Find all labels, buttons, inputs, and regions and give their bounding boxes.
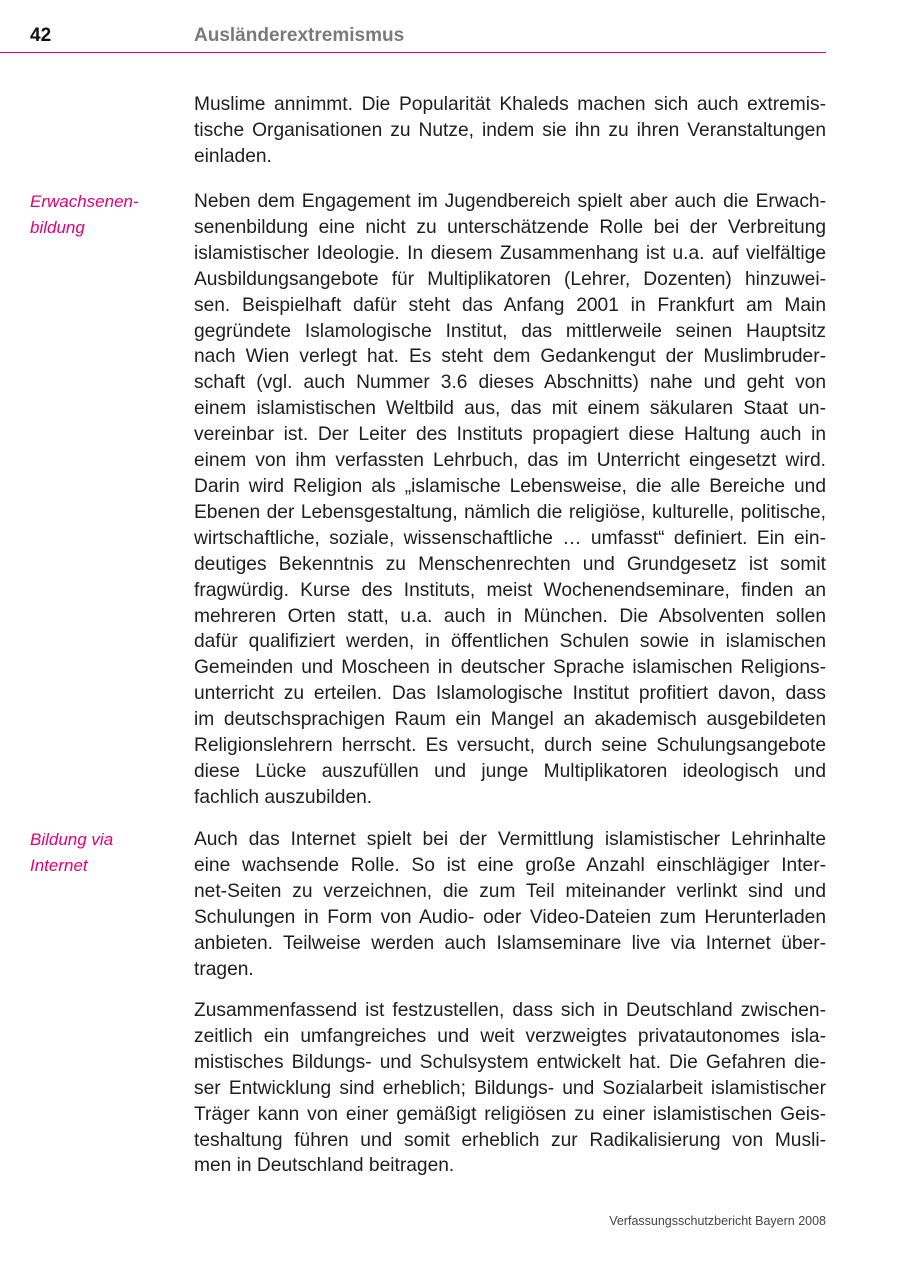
text-line: wirtschaftliche, soziale, wissenschaftliche … umfasst“ definiert. Ein ein- (194, 527, 826, 549)
text-line: Ausbildungsangebote für Multiplikatoren (Lehrer, Dozenten) hinzuwei- (194, 268, 826, 290)
text-line: senenbildung eine nicht zu unterschätzende Rolle bei der Verbreitung (194, 216, 826, 238)
text-line: unterricht zu erteilen. Das Islamologische Institut profitiert davon, dass (194, 683, 826, 705)
margin-note-line: Internet (30, 856, 88, 875)
paragraph-internet (194, 827, 826, 982)
page-number: 42 (30, 25, 52, 46)
text-line: islamistischer Ideologie. In diesem Zusammenhang ist u.a. auf vielfältige (194, 242, 826, 264)
text-line: einem von ihm verfassten Lehrbuch, das im Unterricht eingesetzt wird. (194, 450, 826, 472)
text-line: fachlich auszubilden. (194, 786, 373, 808)
text-line: mistisches Bildungs- und Schulsystem entwickelt hat. Die Gefahren die- (194, 1051, 826, 1073)
text-line: Schulungen in Form von Audio- oder Video-Dateien zum Herunterladen (194, 906, 826, 928)
paragraph-summary (194, 998, 826, 1179)
text-line: eine wachsende Rolle. So ist eine große Anzahl einschlägiger Inter- (194, 854, 826, 876)
text-line: dafür qualifiziert werden, in öffentlichen Schulen sowie in islamischen (194, 631, 826, 653)
text-line: tragen. (194, 958, 254, 980)
text-line: Zusammenfassend ist festzustellen, dass sich in Deutschland zwischen- (194, 1000, 826, 1021)
text-line: nach Wien verlegt hat. Es steht dem Gedankengut der Muslimbruder- (194, 346, 826, 368)
text-line: Auch das Internet spielt bei der Vermittlung islamistischer Lehrinhalte (194, 829, 826, 850)
margin-note-line: Bildung via (30, 830, 114, 849)
margin-note-line: Erwachsenen- (30, 192, 139, 211)
margin-note-bildung-via-internet (30, 827, 180, 879)
text-line: fragwürdig. Kurse des Instituts, meist Wochenendseminare, finden an (194, 579, 826, 601)
paragraph-adult-education (194, 189, 826, 811)
text-line: Religionslehrern herrscht. Es versucht, durch seine Schulungsangebote (194, 735, 826, 757)
text-line: teshaltung führen und somit erheblich zur Radikalisierung von Musli- (194, 1129, 826, 1151)
text-line: einem islamistischen Weltbild aus, das mit einem säkularen Staat un- (194, 398, 826, 420)
text-line: Neben dem Engagement im Jugendbereich spielt aber auch die Erwach- (194, 191, 826, 212)
text-line: vereinbar ist. Der Leiter des Instituts propagiert diese Haltung auch in (194, 424, 826, 446)
text-line: Muslime annimmt. Die Popularität Khaleds machen sich auch extremis- (194, 94, 826, 115)
text-line: Darin wird Religion als „islamische Lebensweise, die alle Bereiche und (194, 475, 826, 497)
text-line: net-Seiten zu verzeichnen, die zum Teil miteinander verlinkt sind und (194, 880, 826, 902)
text-line: im deutschsprachigen Raum ein Mangel an akademisch ausgebildeten (194, 709, 826, 731)
text-line: men in Deutschland beitragen. (194, 1155, 455, 1177)
text-line: diese Lücke auszufüllen und junge Multiplikatoren ideologisch und (194, 760, 826, 782)
text-line: mehreren Orten statt, u.a. auch in München. Die Absolventen sollen (194, 605, 826, 627)
text-line: deutiges Bekenntnis zu Menschenrechten und Grundgesetz ist somit (194, 553, 826, 575)
text-line: ser Entwicklung sind erheblich; Bildungs- und Sozialarbeit islamistischer (194, 1077, 826, 1099)
text-line: Gemeinden und Moscheen in deutscher Sprache islamischen Religions- (194, 657, 826, 679)
text-line: schaft (vgl. auch Nummer 3.6 dieses Abschnitts) nahe und geht von (194, 372, 826, 394)
text-line: Ebenen der Lebensgestaltung, nämlich die religiöse, kulturelle, politische, (194, 501, 826, 523)
page-header (0, 0, 826, 53)
text-line: zeitlich ein umfangreiches und weit verzweigtes privatautonomes isla- (194, 1025, 826, 1047)
text-line: Träger kann von einer gemäßigt religiösen zu einer islamistischen Geis- (194, 1103, 826, 1125)
margin-note-erwachsenenbildung (30, 189, 180, 241)
text-line: tische Organisationen zu Nutze, indem sie ihn zu ihren Veranstaltungen (194, 119, 826, 141)
text-line: anbieten. Teilweise werden auch Islamseminare live via Internet über- (194, 932, 826, 954)
text-line: einladen. (194, 145, 272, 167)
chapter-title: Ausländerextremismus (194, 25, 405, 46)
footer-publication: Verfassungsschutzbericht Bayern 2008 (609, 1214, 826, 1228)
paragraph-intro (194, 92, 826, 170)
text-line: sen. Beispielhaft dafür steht das Anfang 2001 in Frankfurt am Main (194, 294, 826, 316)
text-line: gegründete Islamologische Institut, das mittlerweile seinen Hauptsitz (194, 320, 826, 342)
margin-note-line: bildung (30, 218, 85, 237)
